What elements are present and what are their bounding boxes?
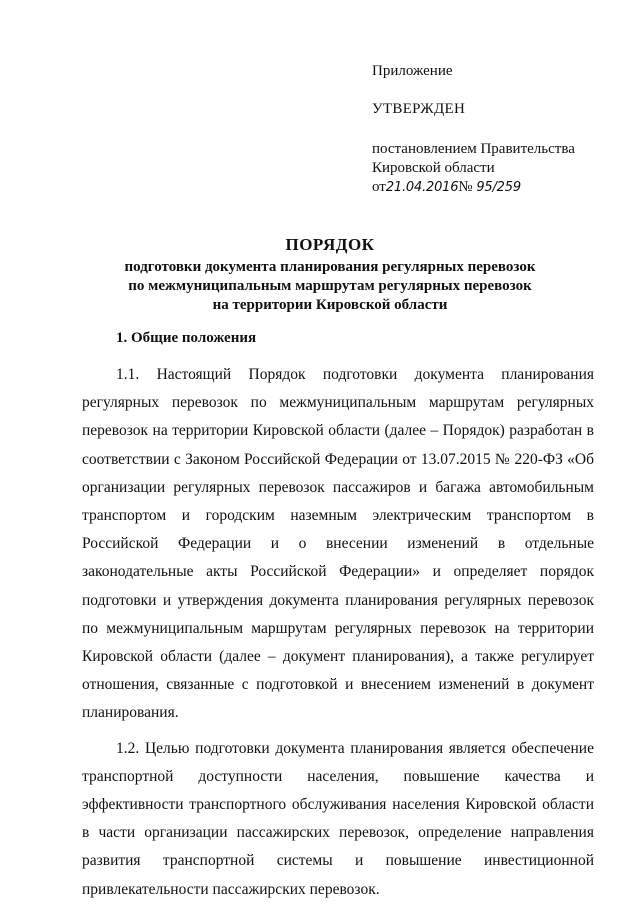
document-title: ПОРЯДОК	[285, 235, 375, 254]
section-heading: 1. Общие положения	[116, 330, 257, 346]
paragraph-1-2: 1.2. Целью подготовки документа планирования является обеспечение транспортной доступности населения, повышение качества и эффективности транспортного обслуживания населения Кировской области в части организации пассажирских перевозок, определение направления развития транспортной системы и повышение инвестиционной привлекательности пассажирских перевозок.	[82, 739, 594, 898]
paragraph-1-1: 1.1. Настоящий Порядок подготовки документа планирования регулярных перевозок по межмуниципальным маршрутам регулярных перевозок на территории Кировской области (далее – Порядок) разработан в соответствии с Законом Российской Федерации от 13.07.2015 № 220-ФЗ «Об организации регулярных перевозок пассажиров и багажа автомобильным транспортом и городским наземным электрическим транспортом в Российской Федерации и о внесении изменений в отдельные законодательные акты Российской Федерации» и определяет порядок подготовки и утверждения документа планирования регулярных перевозок по межмуниципальным маршрутам регулярных перевозок на территории Кировской области (далее – документ планирования), а также регулирует отношения, связанные с подготовкой и внесением изменений в документ планирования.	[82, 366, 594, 722]
document-subtitle-line-2: по межмуниципальным маршрутам регулярных перевозок	[128, 278, 532, 294]
approval-block	[372, 62, 622, 197]
document-subtitle-line-3: на территории Кировской области	[212, 297, 448, 313]
decree-line-1: постановлением Правительства	[372, 141, 575, 157]
handwritten-number: 95/259	[476, 180, 521, 195]
document-subtitle-line-1: подготовки документа планирования регулярных перевозок	[124, 259, 536, 275]
document-title-block	[60, 234, 600, 315]
decree-date-line	[372, 178, 622, 197]
number-prefix: №	[458, 179, 473, 195]
appendix-label: Приложение	[372, 63, 453, 79]
handwritten-date: 21.04.2016	[385, 180, 459, 195]
decree-line-2: Кировской области	[372, 160, 495, 176]
date-prefix: от	[372, 179, 386, 195]
approved-label: УТВЕРЖДЕН	[372, 101, 466, 117]
section-body	[82, 361, 594, 904]
